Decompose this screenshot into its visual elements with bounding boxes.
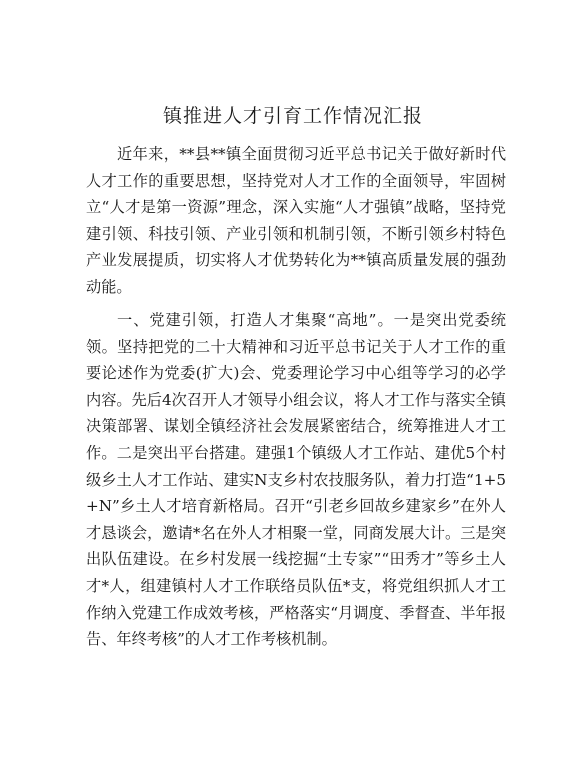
paragraph-party-building: 一、党建引领，打造人才集聚“高地”。一是突出党委统领。坚持把党的二十大精神和习近平总书记关于人才工作的重要论述作为党委(扩大)会、党委理论学习中心组等学习的必学内容。先后4次召开人才领导小组会议，将人才工作与落实全镇决策部署、谋划全镇经济社会发展紧密结合，统筹推进人才工作。二是突出平台搭建。建强1个镇级人才工作站、建优5个村级乡土人才工作站、建实N支乡村农技服务队，着力打造“1+5+N”乡土人才培育新格局。召开“引老乡回故乡建家乡”在外人才恳谈会，邀请*名在外人才相聚一堂，同商发展大计。三是突出队伍建设。在乡村发展一线挖掘“土专家”“田秀才”等乡土人才*人，组建镇村人才工作联络员队伍*支，将党组织抓人才工作纳入党建工作成效考核，严格落实“月调度、季督查、半年报告、年终考核”的人才工作考核机制。 (86, 311, 506, 649)
document-title: 镇推进人才引育工作情况汇报 (162, 105, 423, 127)
paragraph-intro: 近年来，**县**镇全面贯彻习近平总书记关于做好新时代人才工作的重要思想，坚持党对人才工作的全面领导，牢固树立“人才是第一资源”理念，深入实施“人才强镇”战略，坚持党建引领、科技引领、产业引领和机制引领，不断引领乡村特色产业发展提质，切实将人才优势转化为**镇高质量发展的强劲动能。 (86, 145, 506, 296)
